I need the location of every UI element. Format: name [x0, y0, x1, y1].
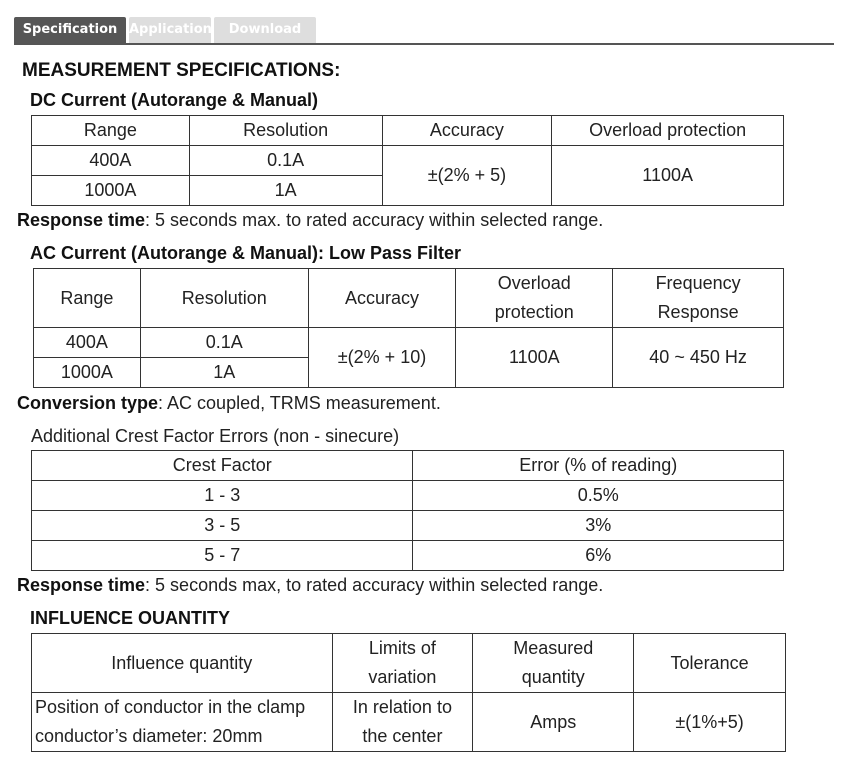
cell-limits — [332, 693, 473, 752]
tab-specification[interactable]: Specification — [14, 17, 126, 43]
table-header-row — [32, 116, 784, 146]
tab-divider — [14, 43, 834, 45]
header-influence-quantity: Influence quantity — [32, 634, 333, 693]
cell-resolution: 1A — [189, 176, 382, 206]
cell-range: 400A — [32, 146, 190, 176]
ac-section-title: AC Current (Autorange & Manual): Low Pass Filter — [30, 243, 462, 263]
header-measured-line2: quantity — [521, 667, 585, 687]
header-overload — [456, 269, 613, 328]
cell-limits-line2: the center — [362, 726, 443, 746]
cell-crest-factor: 3 - 5 — [32, 511, 413, 541]
cell-range: 1000A — [34, 358, 141, 388]
table-row — [32, 146, 784, 176]
ac-spec-table — [33, 268, 784, 388]
header-overload: Overload protection — [552, 116, 784, 146]
cell-limits-line1: In relation to — [352, 697, 452, 717]
header-limits-line1: Limits of — [368, 638, 436, 658]
cell-crest-factor: 1 - 3 — [32, 481, 413, 511]
header-error: Error (% of reading) — [413, 451, 784, 481]
table-header-row — [32, 451, 784, 481]
header-overload-line2: protection — [494, 302, 574, 322]
tab-download[interactable]: Download — [214, 17, 316, 43]
conversion-type-text: : AC coupled, TRMS measurement. — [158, 393, 441, 413]
influence-table — [31, 633, 786, 752]
cell-influence-line1: Position of conductor in the clamp — [35, 697, 306, 717]
header-limits — [332, 634, 473, 693]
influence-section-title: INFLUENCE OUANTITY — [30, 608, 230, 628]
table-row — [32, 481, 784, 511]
cell-overload: 1100A — [552, 146, 784, 206]
table-row — [32, 693, 786, 752]
cell-range: 400A — [34, 328, 141, 358]
table-header-row — [32, 634, 786, 693]
header-range: Range — [32, 116, 190, 146]
cell-overload: 1100A — [456, 328, 613, 388]
header-measured — [473, 634, 634, 693]
header-measured-line1: Measured — [513, 638, 594, 658]
table-row — [32, 541, 784, 571]
crest-response-time — [17, 575, 603, 596]
header-frequency-line1: Frequency — [655, 273, 741, 293]
cell-tolerance: ±(1%+5) — [634, 693, 786, 752]
cell-frequency: 40 ~ 450 Hz — [613, 328, 784, 388]
table-header-row — [34, 269, 784, 328]
cell-accuracy: ±(2% + 5) — [382, 146, 552, 206]
crest-factor-table — [31, 450, 784, 571]
cell-error: 6% — [413, 541, 784, 571]
header-accuracy: Accuracy — [308, 269, 456, 328]
cell-influence-line2: conductor’s diameter: 20mm — [35, 726, 263, 746]
cell-influence-quantity — [32, 693, 333, 752]
header-accuracy: Accuracy — [382, 116, 552, 146]
header-overload-line1: Overload — [497, 273, 571, 293]
cell-resolution: 1A — [140, 358, 308, 388]
header-resolution: Resolution — [189, 116, 382, 146]
cell-range: 1000A — [32, 176, 190, 206]
cell-measured: Amps — [473, 693, 634, 752]
dc-section-title: DC Current (Autorange & Manual) — [30, 90, 318, 110]
header-resolution: Resolution — [140, 269, 308, 328]
header-tolerance: Tolerance — [634, 634, 786, 693]
cell-error: 3% — [413, 511, 784, 541]
conversion-type — [17, 393, 441, 414]
cell-resolution: 0.1A — [140, 328, 308, 358]
header-limits-line2: variation — [368, 667, 437, 687]
response-time-label: Response time — [17, 575, 146, 595]
table-row — [32, 511, 784, 541]
response-time-label: Response time — [17, 210, 146, 230]
header-crest-factor: Crest Factor — [32, 451, 413, 481]
dc-response-time — [17, 210, 603, 231]
page-title: MEASUREMENT SPECIFICATIONS: — [22, 60, 341, 81]
response-time-text: : 5 seconds max. to rated accuracy within selected range. — [145, 210, 604, 230]
tab-application[interactable]: Application — [129, 17, 211, 43]
dc-spec-table — [31, 115, 784, 206]
tab-bar — [14, 17, 316, 43]
header-range: Range — [34, 269, 141, 328]
header-frequency-line2: Response — [657, 302, 739, 322]
table-row — [34, 328, 784, 358]
cell-resolution: 0.1A — [189, 146, 382, 176]
cell-crest-factor: 5 - 7 — [32, 541, 413, 571]
crest-section-title: Additional Crest Factor Errors (non - sinecure) — [31, 426, 400, 446]
cell-error: 0.5% — [413, 481, 784, 511]
cell-accuracy: ±(2% + 10) — [308, 328, 456, 388]
conversion-type-label: Conversion type — [17, 393, 159, 413]
header-frequency — [613, 269, 784, 328]
response-time-text: : 5 seconds max, to rated accuracy within selected range. — [145, 575, 604, 595]
